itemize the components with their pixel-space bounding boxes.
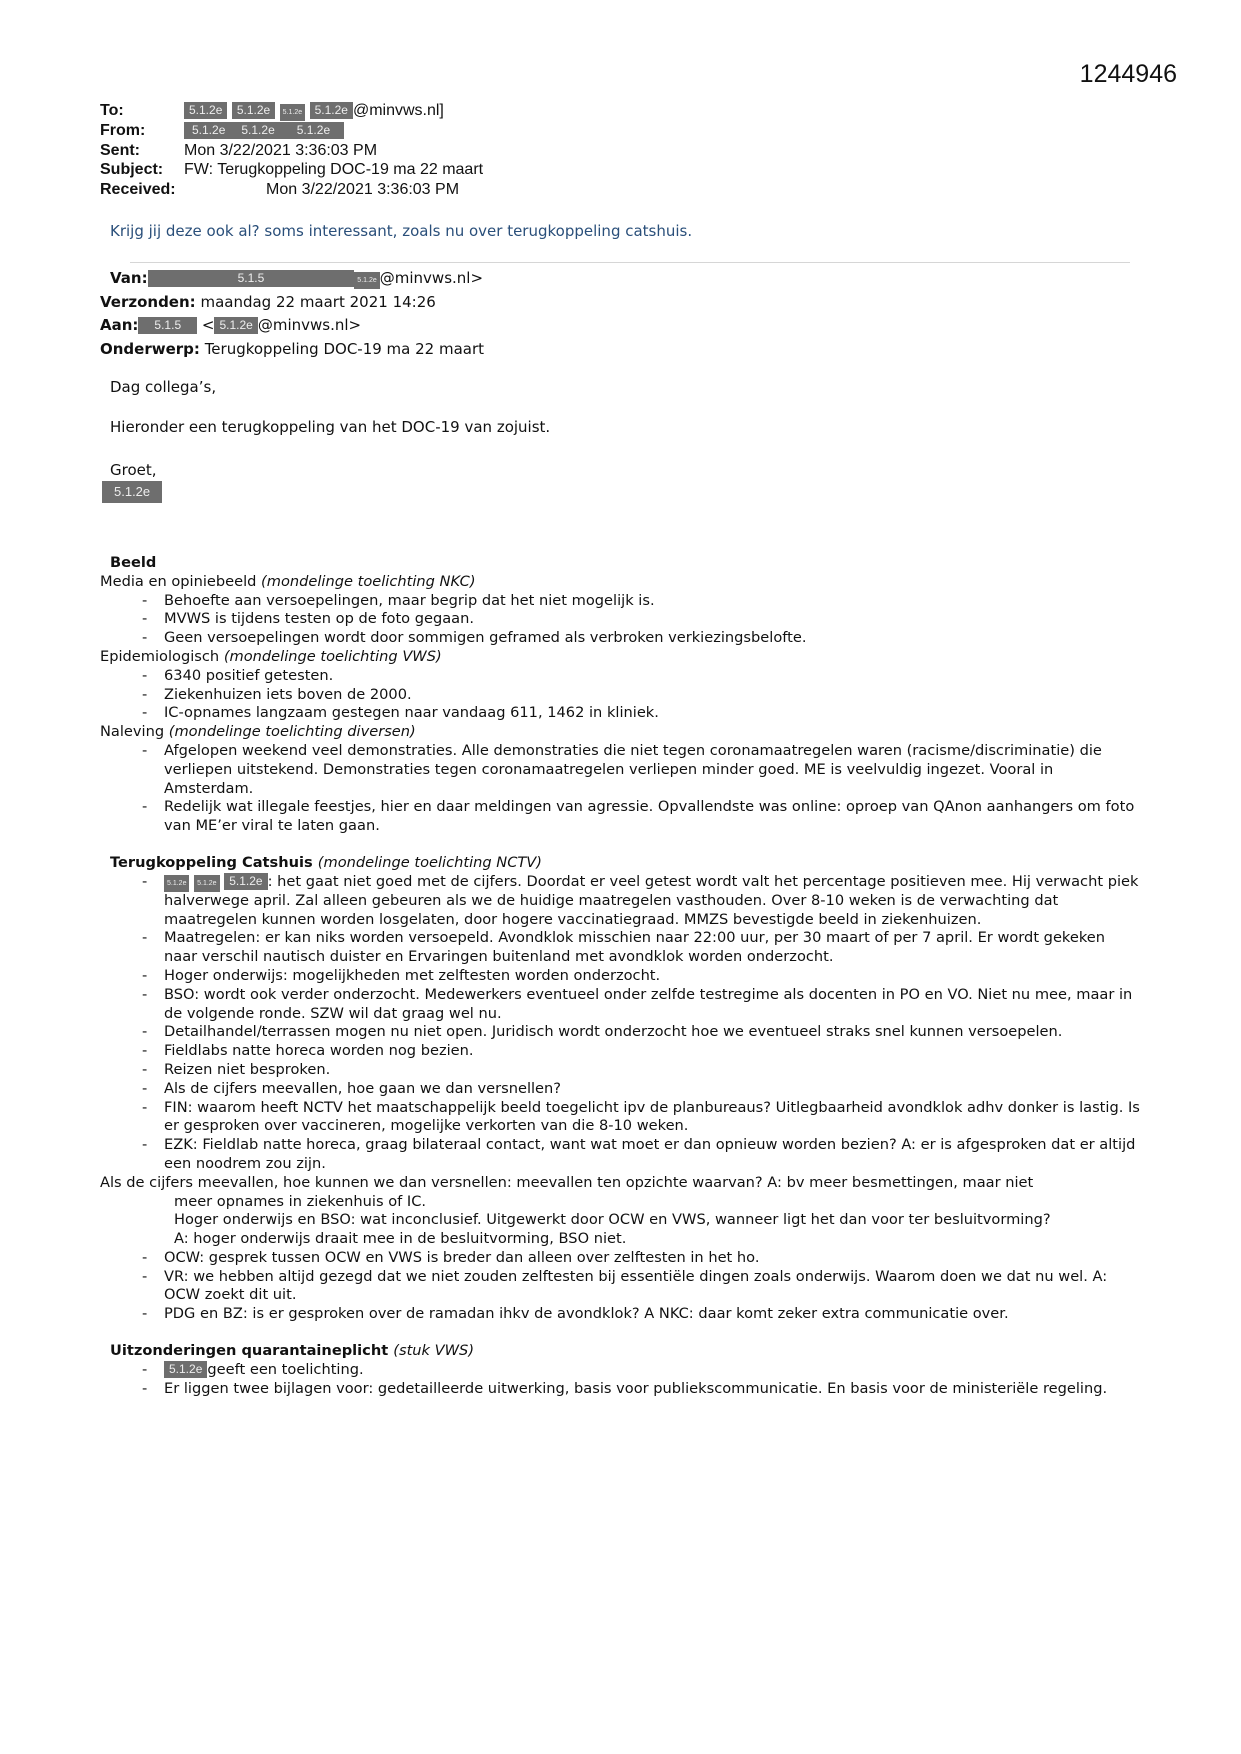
onderwerp-value: Terugkoppeling DOC-19 ma 22 maart [204, 340, 485, 359]
list-item: - Maatregelen: er kan niks worden versoepeld. Avondklok misschien naar 22:00 uur, per 30 maart of per 7 april. Er wordt gekeken naar verschil nautisch duister en Ervaringen buitenland met avondklok worden onderzocht. [164, 929, 1140, 967]
from-row [100, 121, 483, 141]
redaction: 5.1.2e [194, 875, 219, 892]
signature-redaction [102, 481, 162, 503]
greeting: Dag collega’s, [110, 378, 217, 396]
quarantaine-heading: Uitzonderingen quarantaineplicht (stuk VWS) [110, 1342, 475, 1360]
free-line: Als de cijfers meevallen, hoe kunnen we dan versnellen: meevallen ten opzichte waarvan? A: bv meer besmettingen, maar niet [100, 1173, 1034, 1191]
list-item: - 6340 positief getesten. [164, 667, 1140, 686]
received-value: Mon 3/22/2021 3:36:03 PM [266, 180, 460, 198]
to-row [100, 101, 483, 121]
van-domain: @minvws.nl> [379, 269, 484, 287]
sent-row [100, 141, 483, 161]
media-title: Media en opiniebeeld (mondelinge toelichting NKC) [100, 572, 476, 590]
media-list [100, 592, 1140, 648]
forward-note: Krijg jij deze ook al? soms interessant, zoals nu over terugkoppeling catshuis. [110, 222, 693, 240]
free-line: meer opnames in ziekenhuis of IC. [174, 1192, 427, 1210]
list-item: - VR: we hebben altijd gezegd dat we niet zouden zelftesten bij essentiële dingen zoals onderwijs. Waarom doen we dat nu wel. A: OCW zoekt dit uit. [164, 1268, 1140, 1306]
redaction: 5.1.2e [184, 122, 233, 139]
subject-row [100, 160, 483, 180]
naleving-list [100, 742, 1140, 836]
redaction: 5.1.2e [233, 122, 282, 139]
body [100, 554, 1140, 1398]
redaction: 5.1.2e [310, 102, 353, 119]
aan-label: Aan: [100, 316, 139, 335]
aan-domain: @minvws.nl> [257, 316, 362, 335]
list-item: - Fieldlabs natte horeca worden nog bezien. [164, 1042, 1140, 1061]
list-item: - Afgelopen weekend veel demonstraties. Alle demonstraties die niet tegen coronamaatregelen waren (racisme/discriminatie) die verliepen uitstekend. Demonstraties tegen coronamaatregelen verliepen minder goed. ME is veelvuldig ingezet. Vooral in Amsterdam. [164, 742, 1140, 798]
onderwerp-row [100, 338, 484, 362]
catshuis-heading: Terugkoppeling Catshuis (mondelinge toelichting NCTV) [110, 853, 542, 871]
list-item: - EZK: Fieldlab natte horeca, graag bilateraal contact, want wat moet er dan opnieuw worden bezien? A: er is afgesproken dat er altijd een noodrem zou zijn. [164, 1136, 1140, 1174]
redaction: 5.1.2e [354, 272, 379, 289]
verzonden-label: Verzonden: [100, 292, 196, 311]
list-item: - 5.1.2e geeft een toelichting. [164, 1361, 1140, 1380]
list-item: - Reizen niet besproken. [164, 1061, 1140, 1080]
free-line: A: hoger onderwijs draait mee in de besluitvorming, BSO niet. [174, 1230, 627, 1248]
beeld-heading: Beeld [110, 554, 157, 571]
redaction: 5.1.2e [214, 317, 257, 334]
onderwerp-label: Onderwerp: [100, 340, 200, 359]
list-item: - Ziekenhuizen iets boven de 2000. [164, 686, 1140, 705]
redaction: 5.1.2e [224, 873, 267, 890]
list-item: - Hoger onderwijs: mogelijkheden met zelftesten worden onderzocht. [164, 967, 1140, 986]
subject-label: Subject: [100, 161, 164, 179]
list-item: - PDG en BZ: is er gesproken over de ramadan ihkv de avondklok? A NKC: daar komt zeker extra communicatie over. [164, 1305, 1140, 1324]
list-item: - OCW: gesprek tussen OCW en VWS is breder dan alleen over zelftesten in het ho. [164, 1249, 1140, 1268]
list-item: - BSO: wordt ook verder onderzocht. Medewerkers eventueel onder zelfde testregime als docenten in PO en VO. Niet nu mee, maar in de volgende ronde. SZW wil dat graag wel nu. [164, 986, 1140, 1024]
free-line: Hoger onderwijs en BSO: wat inconclusief. Uitgewerkt door OCW en VWS, wanneer ligt het dan voor ter besluitvorming? [174, 1211, 1051, 1229]
redaction: 5.1.5 [138, 317, 197, 334]
list-item: - Er liggen twee bijlagen voor: gedetailleerde uitwerking, basis voor publiekscommunicatie. En basis voor de ministeriële regeling. [164, 1380, 1140, 1399]
redaction: 5.1.2e [102, 481, 162, 503]
redaction: 5.1.5 [148, 270, 355, 287]
catshuis-list [100, 873, 1140, 1174]
separator-line [130, 262, 1130, 263]
list-item: - Behoefte aan versoepelingen, maar begrip dat het niet mogelijk is. [164, 592, 1140, 611]
list-item: - 5.1.2e 5.1.2e 5.1.2e : het gaat niet goed met de cijfers. Doordat er veel getest wordt valt het percentage positieven mee. Hij verwacht piek halverwege april. Zal alleen gebeuren als we de huidige maatregelen vasthouden. Over 8-10 weken is de verwachting dat maatregelen kunnen worden losgelaten, door hogere vaccinatiegraad. MMZS bevestigde beeld in ziekenhuizen. [164, 873, 1140, 930]
redaction: 5.1.2e [164, 1361, 207, 1378]
redaction: 5.1.2e [283, 122, 344, 139]
closing: Groet, [110, 461, 157, 479]
subject-value: FW: Terugkoppeling DOC-19 ma 22 maart [184, 161, 484, 179]
list-item: - Redelijk wat illegale feestjes, hier en daar meldingen van agressie. Opvallendste was online: oproep van QAnon aanhangers om foto van ME’er viral te laten gaan. [164, 798, 1140, 836]
list-item: - Als de cijfers meevallen, hoe gaan we dan versnellen? [164, 1080, 1140, 1099]
list-item: - IC-opnames langzaam gestegen naar vandaag 611, 1462 in kliniek. [164, 704, 1140, 723]
document-number: 1244946 [1079, 60, 1177, 88]
to-label: To: [100, 102, 124, 119]
sent-label: Sent: [100, 141, 140, 159]
to-domain: @minvws.nl] [352, 102, 444, 119]
catshuis-list-2 [100, 1249, 1140, 1324]
redaction: 5.1.2e [232, 102, 275, 119]
list-item: - Geen versoepelingen wordt door sommigen geframed als verbroken verkiezingsbelofte. [164, 629, 1140, 648]
redaction: 5.1.2e [184, 102, 227, 119]
aan-row: Aan: 5.1.5 < 5.1.2e @minvws.nl> [100, 316, 362, 335]
list-item: - Detailhandel/terrassen mogen nu niet open. Juridisch wordt onderzocht hoe we eventueel straks snel kunnen versoepelen. [164, 1023, 1140, 1042]
email-header [100, 101, 483, 199]
redaction: 5.1.2e [280, 104, 305, 121]
forwarded-header [100, 267, 484, 362]
list-item: - FIN: waarom heeft NCTV het maatschappelijk beeld toegelicht ipv de planbureaus? Uitlegbaarheid avondklok adhv donker is lastig. Is er gesproken over vaccineren, mogelijke verkorten van die 8-10 weken. [164, 1099, 1140, 1137]
verzonden-value: maandag 22 maart 2021 14:26 [200, 292, 436, 311]
received-label: Received: [100, 180, 176, 198]
epi-list [100, 667, 1140, 723]
list-item: - MVWS is tijdens testen op de foto gegaan. [164, 610, 1140, 629]
redaction: 5.1.2e [164, 875, 189, 892]
quarantaine-list [100, 1361, 1140, 1399]
verzonden-row [100, 291, 484, 315]
van-label: Van: [110, 269, 148, 287]
sent-value: Mon 3/22/2021 3:36:03 PM [184, 141, 378, 159]
received-row [100, 180, 483, 200]
naleving-title: Naleving (mondelinge toelichting diversen) [100, 723, 416, 741]
van-row [100, 267, 484, 291]
from-label: From: [100, 122, 146, 139]
intro: Hieronder een terugkoppeling van het DOC-19 van zojuist. [110, 418, 551, 436]
epi-title: Epidemiologisch (mondelinge toelichting VWS) [100, 647, 442, 665]
